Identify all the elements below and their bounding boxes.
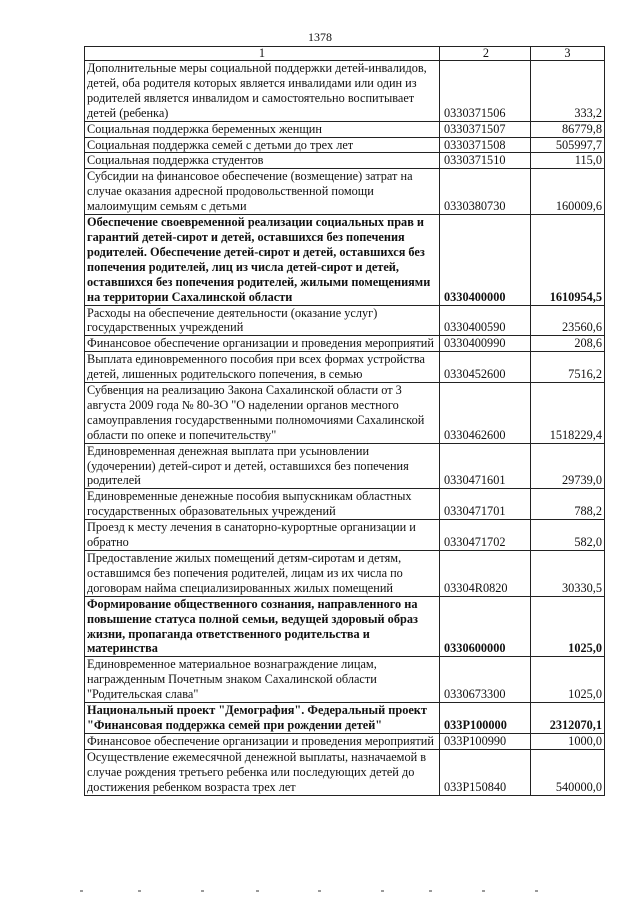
row-amount: 30330,5 <box>531 551 605 597</box>
header-col-3: 3 <box>531 47 605 61</box>
row-code: 0330371508 <box>440 137 531 153</box>
row-amount: 2312070,1 <box>531 703 605 734</box>
row-amount: 1518229,4 <box>531 383 605 444</box>
row-name: Единовременное материальное вознаграждение лицам, награжденным Почетным знаком Сахалинской области "Родительская слава" <box>85 657 440 703</box>
table-row <box>85 749 605 795</box>
header-col-2: 2 <box>440 47 531 61</box>
row-amount: 7516,2 <box>531 352 605 383</box>
row-name: Единовременные денежные пособия выпускникам областных государственных образовательных учреждений <box>85 489 440 520</box>
table-header-row <box>85 47 605 61</box>
row-name: Национальный проект "Демография". Федеральный проект "Финансовая поддержка семей при рождении детей" <box>85 703 440 734</box>
row-code: 033P100990 <box>440 733 531 749</box>
table-row <box>85 169 605 215</box>
table-row <box>85 703 605 734</box>
table-row <box>85 336 605 352</box>
row-amount: 1025,0 <box>531 596 605 657</box>
row-amount: 333,2 <box>531 61 605 122</box>
row-code: 0330673300 <box>440 657 531 703</box>
row-name: Финансовое обеспечение организации и проведения мероприятий <box>85 336 440 352</box>
table-row <box>85 383 605 444</box>
row-amount: 505997,7 <box>531 137 605 153</box>
budget-table <box>84 46 605 796</box>
row-name: Расходы на обеспечение деятельности (оказание услуг) государственных учреждений <box>85 305 440 336</box>
row-name: Формирование общественного сознания, направленного на повышение статуса полной семьи, ведущей здоровый образ жизни, пропаганда ответственного родительства и материнства <box>85 596 440 657</box>
row-name: Проезд к месту лечения в санаторно-курортные организации и обратно <box>85 520 440 551</box>
table-row <box>85 443 605 489</box>
row-name: Осуществление ежемесячной денежной выплаты, назначаемой в случае рождения третьего ребенка или последующих детей до достижения ребенком возраста трех лет <box>85 749 440 795</box>
row-code: 0330400990 <box>440 336 531 352</box>
row-name: Дополнительные меры социальной поддержки детей-инвалидов, детей, оба родителя которых является инвалидами или один из родителей является инвалидом и самостоятельно воспитывает детей (ребенка) <box>85 61 440 122</box>
row-code: 033P150840 <box>440 749 531 795</box>
row-amount: 23560,6 <box>531 305 605 336</box>
table-row <box>85 733 605 749</box>
row-code: 03304R0820 <box>440 551 531 597</box>
row-name: Единовременная денежная выплата при усыновлении (удочерении) детей-сирот и детей, оставшихся без попечения родителей <box>85 443 440 489</box>
table-row <box>85 657 605 703</box>
row-name: Предоставление жилых помещений детям-сиротам и детям, оставшимся без попечения родителей, лицам из их числа по договорам найма специализированных жилых помещений <box>85 551 440 597</box>
row-name: Финансовое обеспечение организации и проведения мероприятий <box>85 733 440 749</box>
row-amount: 582,0 <box>531 520 605 551</box>
row-amount: 788,2 <box>531 489 605 520</box>
table-row <box>85 153 605 169</box>
row-name: Социальная поддержка семей с детьми до трех лет <box>85 137 440 153</box>
row-amount: 1025,0 <box>531 657 605 703</box>
table-row <box>85 137 605 153</box>
row-code: 0330471701 <box>440 489 531 520</box>
row-code: 0330371507 <box>440 121 531 137</box>
row-name: Субсидии на финансовое обеспечение (возмещение) затрат на случае оказания адресной продовольственной помощи малоимущим семьям с детьми <box>85 169 440 215</box>
page-number: 1378 <box>308 30 332 44</box>
scan-artifacts <box>80 888 560 894</box>
row-name: Субвенция на реализацию Закона Сахалинской области от 3 августа 2009 года № 80-ЗО "О наделении органов местного самоуправления государственными полномочиями Сахалинской области по опеке и попечительству" <box>85 383 440 444</box>
budget-table-body <box>85 47 605 796</box>
row-code: 0330462600 <box>440 383 531 444</box>
row-code: 0330600000 <box>440 596 531 657</box>
row-amount: 160009,6 <box>531 169 605 215</box>
row-amount: 208,6 <box>531 336 605 352</box>
row-code: 0330400590 <box>440 305 531 336</box>
row-name: Социальная поддержка беременных женщин <box>85 121 440 137</box>
row-amount: 1000,0 <box>531 733 605 749</box>
row-amount: 86779,8 <box>531 121 605 137</box>
row-code: 0330380730 <box>440 169 531 215</box>
table-row <box>85 352 605 383</box>
table-row <box>85 61 605 122</box>
row-name: Обеспечение своевременной реализации социальных прав и гарантий детей-сирот и детей, оставшихся без попечения родителей. Обеспечение детей-сирот и детей, оставшихся без попечения родителей, лиц из числа детей-сирот и детей, оставшихся без попечения родителей, жилыми помещениями на территории Сахалинской области <box>85 215 440 305</box>
row-code: 0330471601 <box>440 443 531 489</box>
row-amount: 29739,0 <box>531 443 605 489</box>
row-amount: 540000,0 <box>531 749 605 795</box>
header-col-1: 1 <box>85 47 440 61</box>
row-code: 033P100000 <box>440 703 531 734</box>
row-code: 0330371510 <box>440 153 531 169</box>
table-row <box>85 551 605 597</box>
table-row <box>85 215 605 305</box>
row-name: Социальная поддержка студентов <box>85 153 440 169</box>
row-amount: 115,0 <box>531 153 605 169</box>
table-row <box>85 121 605 137</box>
table-row <box>85 305 605 336</box>
table-row <box>85 596 605 657</box>
table-row <box>85 520 605 551</box>
table-row <box>85 489 605 520</box>
row-name: Выплата единовременного пособия при всех формах устройства детей, лишенных родительского попечения, в семью <box>85 352 440 383</box>
row-amount: 1610954,5 <box>531 215 605 305</box>
row-code: 0330400000 <box>440 215 531 305</box>
row-code: 0330452600 <box>440 352 531 383</box>
row-code: 0330371506 <box>440 61 531 122</box>
row-code: 0330471702 <box>440 520 531 551</box>
